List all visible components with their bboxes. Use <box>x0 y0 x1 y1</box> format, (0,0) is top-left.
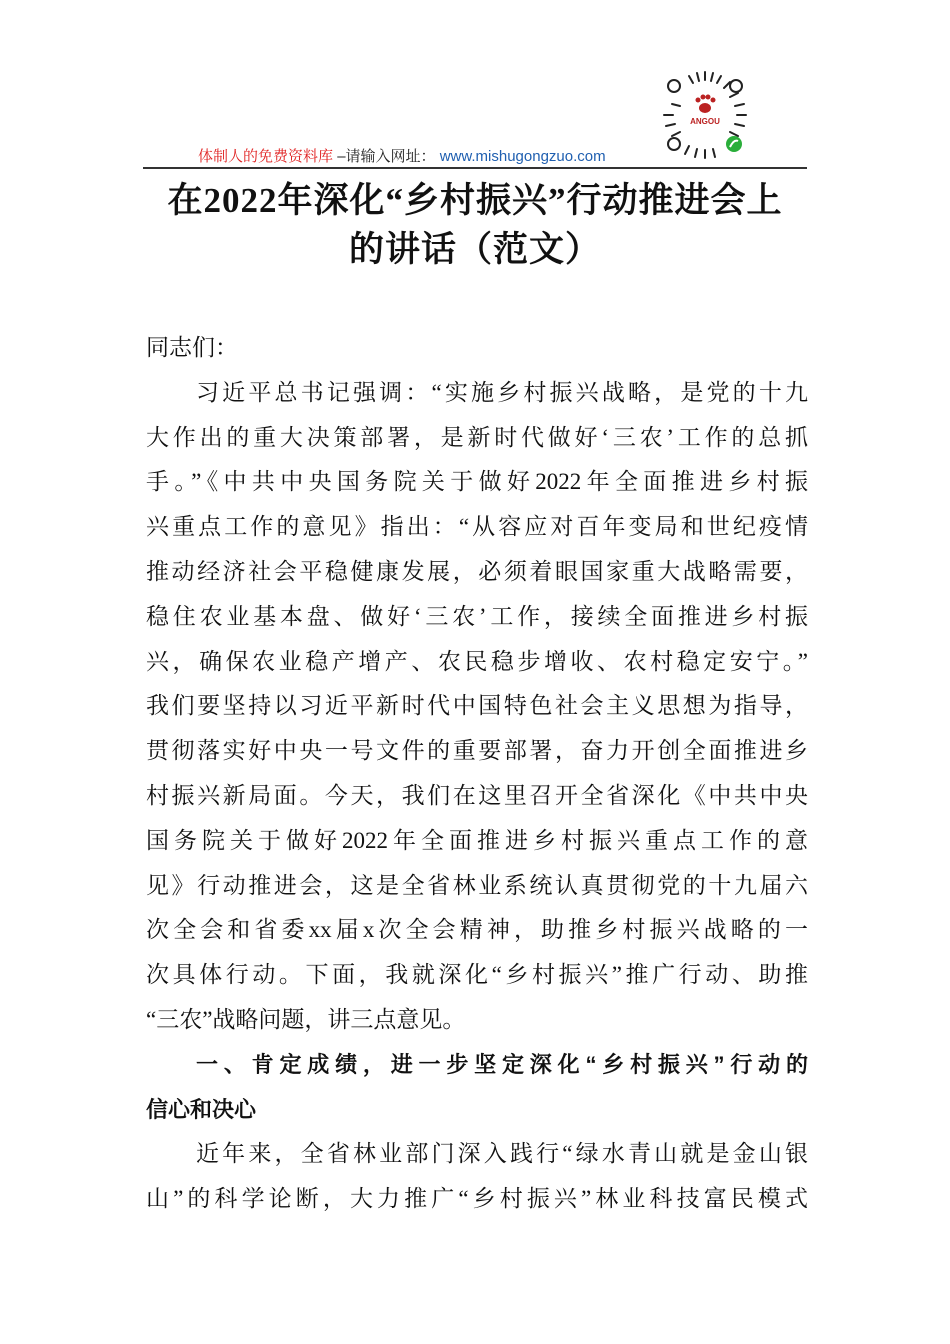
body-text-line: 贯彻落实好中央一号文件的重要部署，奋力开创全面推进乡 <box>146 738 808 764</box>
site-header-banner <box>198 145 606 166</box>
body-text-line: 推动经济社会平稳健康发展，必须着眼国家重大战略需要， <box>146 558 808 584</box>
body-text-line: 习近平总书记强调：“实施乡村振兴战略，是党的十九 <box>196 379 808 405</box>
body-text-line: 次全会和省委xx届x次全会精神，助推乡村振兴战略的一 <box>146 917 808 943</box>
body-text-line: 次具体行动。下面，我就深化“乡村振兴”推广行动、助推 <box>146 962 808 988</box>
body-text-line: “三农”战略问题，讲三点意见。 <box>146 1006 466 1032</box>
body-text-line: 稳住农业基本盘、做好‘三农’工作，接续全面推进乡村振 <box>146 603 808 629</box>
body-text-line: 手。”《中共中央国务院关于做好2022年全面推进乡村振 <box>146 469 808 495</box>
body-text-line: 大作出的重大决策部署，是新时代做好‘三农’工作的总抓 <box>146 424 808 450</box>
site-url-link[interactable]: www.mishugongzuo.com <box>439 148 606 165</box>
document-title-line-1: 在2022年深化“乡村振兴”行动推进会上 <box>167 181 783 220</box>
qr-logo-text: ANGOU <box>690 117 720 126</box>
body-text-line: 兴重点工作的意见》指出：“从容应对百年变局和世纪疫情 <box>146 514 808 540</box>
body-text-line: 同志们： <box>146 335 238 360</box>
body-text-line: 我们要坚持以习近平新时代中国特色社会主义思想为指导， <box>146 693 808 719</box>
header-divider <box>143 167 807 169</box>
section-heading-line: 一、肯定成绩，进一步坚定深化“乡村振兴”行动的 <box>196 1051 808 1077</box>
url-prompt: –请输入网址： <box>337 148 436 165</box>
body-text-line: 村振兴新局面。今天，我们在这里召开全省深化《中共中央 <box>146 782 808 808</box>
body-text-line: 见》行动推进会，这是全省林业系统认真贯彻党的十九届六 <box>146 872 808 898</box>
site-name: 体制人的免费资料库 <box>198 148 334 165</box>
mini-program-qr-code-icon <box>658 68 752 162</box>
body-text-line: 兴，确保农业稳产增产、农民稳步增收、农村稳定安宁。” <box>146 648 808 674</box>
body-text-line: 国务院关于做好2022年全面推进乡村振兴重点工作的意 <box>146 827 808 853</box>
section-heading-line: 信心和决心 <box>146 1096 257 1122</box>
document-title-line-2: 的讲话（范文） <box>348 230 601 269</box>
body-text-line: 山”的科学论断，大力推广“乡村振兴”林业科技富民模式 <box>146 1186 808 1212</box>
document-body <box>146 326 808 1222</box>
body-text-line: 近年来，全省林业部门深入践行“绿水青山就是金山银 <box>196 1141 808 1167</box>
